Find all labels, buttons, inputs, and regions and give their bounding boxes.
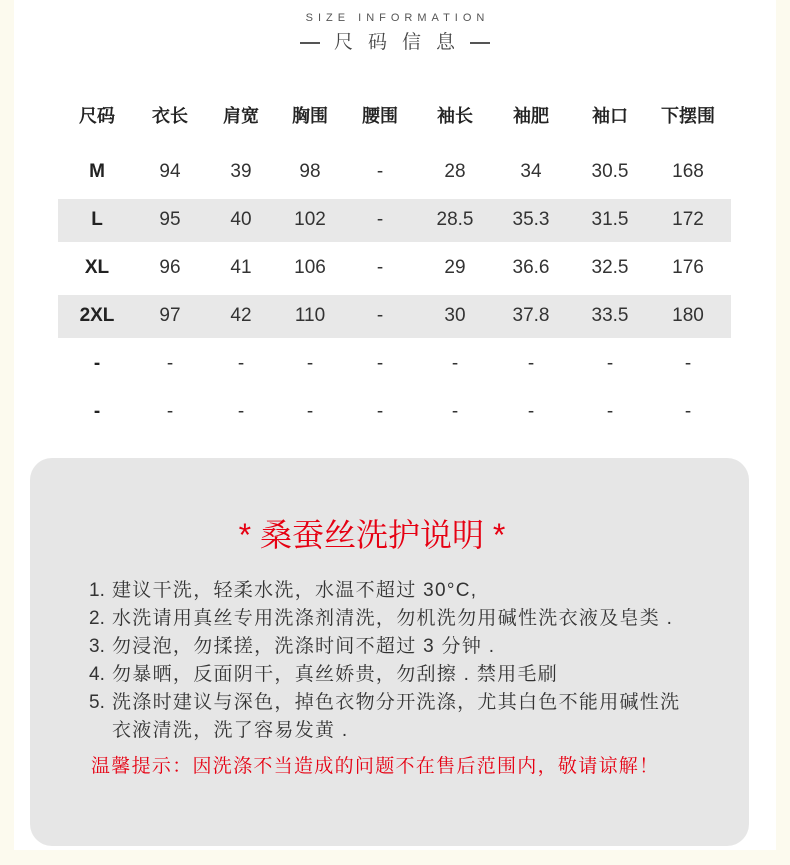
- waist-cell: -: [376, 353, 384, 374]
- list-item: [89, 633, 680, 661]
- length-cell: -: [166, 401, 174, 422]
- size-row-empty: [58, 340, 731, 388]
- chest-cell: -: [306, 401, 314, 422]
- header-chest: 胸围: [292, 106, 328, 126]
- sleeve-width-cell: 36.6: [512, 257, 550, 278]
- shoulder-cell: 39: [230, 161, 252, 182]
- list-text: [112, 633, 495, 661]
- size-cell: XL: [84, 257, 110, 278]
- chest-cell: -: [306, 353, 314, 374]
- list-line: 衣液清洗，洗了容易发黄 .: [112, 720, 349, 741]
- hem-cell: 176: [672, 257, 704, 278]
- size-row-xl: [58, 244, 731, 292]
- waist-cell: -: [376, 209, 384, 230]
- list-number: 5.: [89, 692, 105, 713]
- list-text: [112, 689, 680, 745]
- section-title-chinese: 尺码信息: [333, 32, 470, 53]
- care-instructions-card: [30, 458, 749, 846]
- list-number: 1.: [89, 580, 105, 601]
- title-left-dash: [300, 42, 320, 44]
- header-cuff: 袖口: [592, 106, 628, 126]
- sleeve-length-cell: 28.5: [436, 209, 474, 230]
- list-line: 勿浸泡，勿揉搓，洗涤时间不超过 3 分钟 .: [112, 636, 496, 657]
- shoulder-cell: 40: [230, 209, 252, 230]
- warm-tip: 温馨提示：因洗涤不当造成的问题不在售后范围内，敬请谅解！: [91, 756, 660, 777]
- hem-cell: 172: [672, 209, 704, 230]
- sleeve-width-cell: 35.3: [512, 209, 550, 230]
- size-cell: -: [93, 401, 101, 422]
- length-cell: 96: [159, 257, 181, 278]
- list-number: 2.: [89, 608, 105, 629]
- cuff-cell: -: [606, 353, 614, 374]
- list-line: 洗涤时建议与深色，掉色衣物分开洗涤，尤其白色不能用碱性洗: [112, 692, 681, 713]
- care-list: [89, 577, 680, 745]
- chest-cell: 106: [294, 257, 326, 278]
- hem-cell: -: [684, 353, 692, 374]
- shoulder-cell: -: [237, 401, 245, 422]
- length-cell: 94: [159, 161, 181, 182]
- list-line: 建议干洗，轻柔水洗，水温不超过 30°C,: [112, 580, 478, 601]
- size-row-m: [58, 148, 731, 196]
- size-cell: -: [93, 353, 101, 374]
- size-table-header: [58, 92, 731, 140]
- section-title-english: SIZE INFORMATION: [305, 12, 490, 24]
- sleeve-length-cell: 30: [444, 305, 466, 326]
- chest-cell: 110: [294, 305, 326, 326]
- sleeve-width-cell: 34: [520, 161, 542, 182]
- list-line: 水洗请用真丝专用洗涤剂清洗，勿机洗勿用碱性洗衣液及皂类 .: [112, 608, 674, 629]
- header-shoulder: 肩宽: [223, 106, 259, 126]
- size-row-2xl: [58, 292, 731, 340]
- length-cell: 97: [159, 305, 181, 326]
- size-row-empty: [58, 388, 731, 436]
- care-title: * 桑蚕丝洗护说明 *: [238, 517, 506, 553]
- list-text: [112, 577, 477, 605]
- chest-cell: 98: [299, 161, 321, 182]
- list-line: 勿暴晒，反面阴干，真丝娇贵，勿刮擦 . 禁用毛刷: [112, 664, 559, 685]
- list-item: [89, 577, 680, 605]
- size-table-body: [58, 148, 731, 436]
- size-cell: L: [91, 209, 103, 230]
- sleeve-width-cell: -: [527, 353, 535, 374]
- chest-cell: 102: [294, 209, 326, 230]
- title-right-dash: [470, 42, 490, 44]
- list-item: [89, 689, 680, 745]
- list-text: [112, 605, 673, 633]
- cuff-cell: 30.5: [591, 161, 629, 182]
- list-text: [112, 661, 558, 689]
- hem-cell: -: [684, 401, 692, 422]
- hem-cell: 168: [672, 161, 704, 182]
- header-hem: 下摆围: [661, 106, 715, 126]
- header-length: 衣长: [152, 106, 188, 126]
- list-number: 4.: [89, 664, 105, 685]
- waist-cell: -: [376, 257, 384, 278]
- header-size: 尺码: [79, 106, 115, 126]
- waist-cell: -: [376, 161, 384, 182]
- header-sleeve-width: 袖肥: [513, 106, 549, 126]
- sleeve-length-cell: 29: [444, 257, 466, 278]
- length-cell: 95: [159, 209, 181, 230]
- length-cell: -: [166, 353, 174, 374]
- hem-cell: 180: [672, 305, 704, 326]
- sleeve-length-cell: -: [451, 353, 459, 374]
- cuff-cell: 32.5: [591, 257, 629, 278]
- cuff-cell: 31.5: [591, 209, 629, 230]
- waist-cell: -: [376, 401, 384, 422]
- header-waist: 腰围: [362, 106, 398, 126]
- section-title: [0, 31, 790, 55]
- size-cell: 2XL: [79, 305, 115, 326]
- cuff-cell: -: [606, 401, 614, 422]
- sleeve-length-cell: -: [451, 401, 459, 422]
- sleeve-length-cell: 28: [444, 161, 466, 182]
- shoulder-cell: 42: [230, 305, 252, 326]
- list-item: [89, 605, 680, 633]
- shoulder-cell: -: [237, 353, 245, 374]
- list-number: 3.: [89, 636, 105, 657]
- sleeve-width-cell: 37.8: [512, 305, 550, 326]
- sleeve-width-cell: -: [527, 401, 535, 422]
- waist-cell: -: [376, 305, 384, 326]
- list-item: [89, 661, 680, 689]
- cuff-cell: 33.5: [591, 305, 629, 326]
- shoulder-cell: 41: [230, 257, 252, 278]
- header-sleeve-length: 袖长: [437, 106, 473, 126]
- size-row-l: [58, 196, 731, 244]
- size-cell: M: [89, 161, 105, 182]
